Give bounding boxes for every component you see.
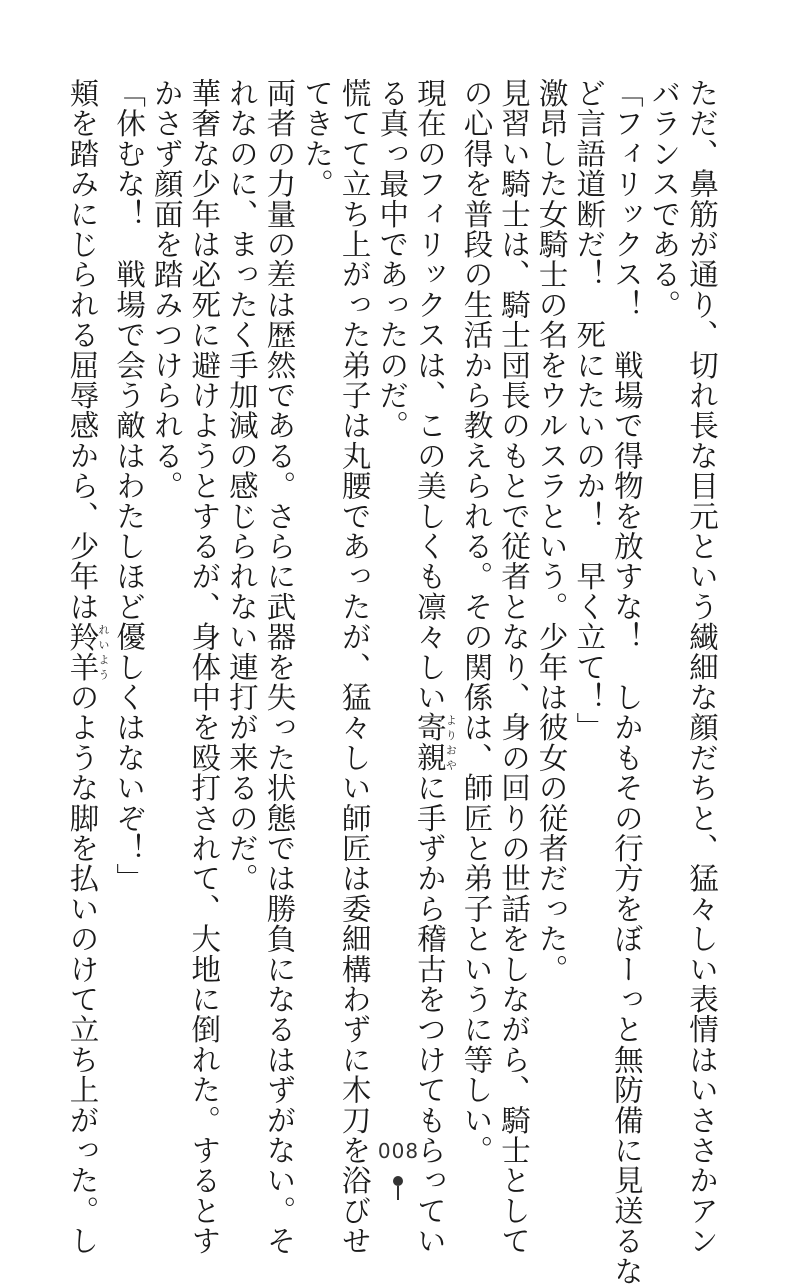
text-line: 「休むな！ 戦場で会う敵はわたしほど優しくはないぞ！」 — [112, 78, 147, 894]
text-line: 見習い騎士は、騎士団長のもとで従者となり、身の回りの世話をしながら、騎士として — [497, 78, 532, 1256]
folio-dot-ornament — [393, 1176, 403, 1186]
text-line: 「フィリックス！ 戦場で得物を放すな！ しかもその行方をぼーっと無防備に見送るな — [609, 78, 644, 1286]
text-segment: 頬を踏みにじられる屈辱感から、少年は — [65, 78, 100, 622]
folio-line-ornament — [397, 1186, 399, 1200]
text-line: れなのに、まったく手加減の感じられない連打が来るのだ。 — [224, 78, 259, 894]
ruby-reading: れいよう — [97, 621, 110, 683]
text-segment: 現在のフィリックスは、この美しくも凛々しい — [412, 78, 447, 713]
ruby-base: 寄親 — [412, 712, 447, 773]
text-line: ど言語道断だ！ 死にたいのか！ 早く立て！」 — [572, 78, 607, 743]
text-line: バランスである。 — [647, 78, 682, 320]
text-line: てきた。 — [300, 78, 335, 199]
text-line: る真っ最中であったのだ。 — [375, 78, 410, 441]
page-number: 008 — [377, 1139, 420, 1163]
text-line: の心得を普段の生活から教えられる。その関係は、師匠と弟子というに等しい。 — [459, 78, 494, 1166]
text-line: かさず顔面を踏みつけられる。 — [149, 78, 184, 501]
text-line: ただ、鼻筋が通り、切れ長な目元という繊細な顔だちと、猛々しい表情はいささかアン — [685, 78, 719, 1256]
ruby-yorioya — [412, 712, 458, 773]
text-line-with-ruby — [63, 78, 110, 1256]
text-segment: のような脚を払いのけて立ち上がった。し — [65, 682, 100, 1256]
text-line: 華奢な少年は必死に避けようとするが、身体中を殴打されて、大地に倒れた。するとす — [187, 78, 222, 1256]
text-line: 慌てて立ち上がった弟子は丸腰であったが、猛々しい師匠は委細構わずに木刀を浴びせ — [337, 78, 372, 1256]
text-line: 両者の力量の差は歴然である。さらに武器を失った状態では勝負になるはずがない。そ — [262, 78, 297, 1256]
ruby-reading: よりおや — [444, 712, 458, 773]
text-segment: に手ずから稽古をつけてもらってい — [412, 772, 447, 1256]
text-line-with-ruby — [410, 78, 458, 1256]
ruby-reiyou — [65, 621, 110, 683]
ruby-base: 羚羊 — [65, 621, 100, 683]
text-line: 激昂した女騎士の名をウルスラという。少年は彼女の従者だった。 — [534, 78, 569, 984]
